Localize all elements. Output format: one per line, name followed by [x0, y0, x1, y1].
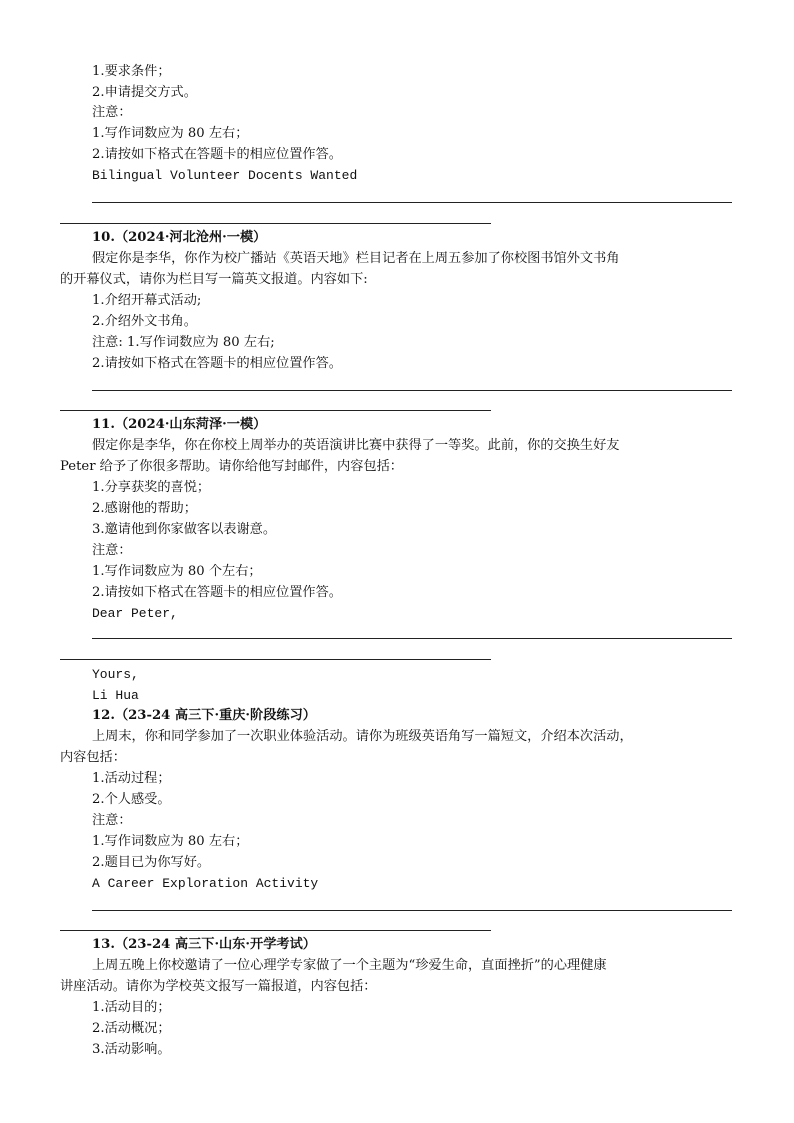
list-item: 2.感谢他的帮助；	[92, 501, 197, 516]
letter-signature: Li Hua	[92, 688, 139, 703]
letter-greeting: Dear Peter,	[92, 606, 178, 621]
list-item: 1.分享获奖的喜悦；	[92, 480, 211, 495]
list-item: 1.要求条件；	[92, 64, 171, 79]
note-item: 1.写作词数应为 80 左右；	[92, 834, 249, 849]
question-prompt: 上周五晚上你校邀请了一位心理学专家做了一个主题为“珍爱生命，直面挫折”的心理健康	[92, 958, 607, 973]
list-item: 1.活动过程；	[92, 771, 171, 786]
list-item: 3.邀请他到你家做客以表谢意。	[92, 522, 277, 537]
question-heading: 12.（23-24 高三下·重庆·阶段练习）	[92, 708, 316, 723]
list-item: 2.介绍外文书角。	[92, 314, 197, 329]
answer-line	[60, 930, 491, 931]
answer-line	[60, 223, 491, 224]
question-prompt: 的开幕仪式，请你为栏目写一篇英文报道。内容如下:	[60, 272, 368, 287]
list-item: 3.活动影响。	[92, 1042, 171, 1057]
note-item: 1.写作词数应为 80 个左右；	[92, 564, 262, 579]
question-heading: 11.（2024·山东菏泽·一模）	[92, 417, 267, 432]
answer-line	[92, 910, 732, 911]
note-item: 2.题目已为你写好。	[92, 855, 211, 870]
question-prompt: 假定你是李华，你在你校上周举办的英语演讲比赛中获得了一等奖。此前，你的交换生好友	[92, 438, 620, 453]
list-item: 2.活动概况；	[92, 1021, 171, 1036]
essay-title: Bilingual Volunteer Docents Wanted	[92, 168, 358, 183]
notes-label: 注意：	[92, 105, 132, 120]
answer-line	[60, 659, 491, 660]
note-item: 2.请按如下格式在答题卡的相应位置作答。	[92, 585, 342, 600]
note-item: 2.请按如下格式在答题卡的相应位置作答。	[92, 356, 342, 371]
note-item: 2.请按如下格式在答题卡的相应位置作答。	[92, 147, 342, 162]
list-item: 1.活动目的；	[92, 1000, 171, 1015]
question-prompt: 讲座活动。请你为学校英文报写一篇报道，内容包括：	[60, 979, 377, 994]
list-item: 2.个人感受。	[92, 792, 171, 807]
list-item: 1.介绍开幕式活动;	[92, 293, 202, 308]
letter-closing: Yours,	[92, 667, 139, 682]
answer-line	[92, 390, 732, 391]
notes-label: 注意：	[92, 813, 132, 828]
note-item: 注意: 1.写作词数应为 80 左右;	[92, 335, 275, 350]
answer-line	[60, 410, 491, 411]
question-prompt: 内容包括：	[60, 750, 126, 765]
question-heading: 13.（23-24 高三下·山东·开学考试）	[92, 937, 316, 952]
essay-title: A Career Exploration Activity	[92, 876, 319, 891]
notes-label: 注意：	[92, 543, 132, 558]
answer-line	[92, 638, 732, 639]
list-item: 2.申请提交方式。	[92, 85, 197, 100]
question-prompt: Peter 给予了你很多帮助。请你给他写封邮件，内容包括：	[60, 459, 403, 474]
question-prompt: 上周末，你和同学参加了一次职业体验活动。请你为班级英语角写一篇短文，介绍本次活动，	[92, 729, 633, 744]
question-heading: 10.（2024·河北沧州·一模）	[92, 230, 267, 245]
note-item: 1.写作词数应为 80 左右；	[92, 126, 249, 141]
question-prompt: 假定你是李华，你作为校广播站《英语天地》栏目记者在上周五参加了你校图书馆外文书角	[92, 251, 620, 266]
answer-line	[92, 202, 732, 203]
